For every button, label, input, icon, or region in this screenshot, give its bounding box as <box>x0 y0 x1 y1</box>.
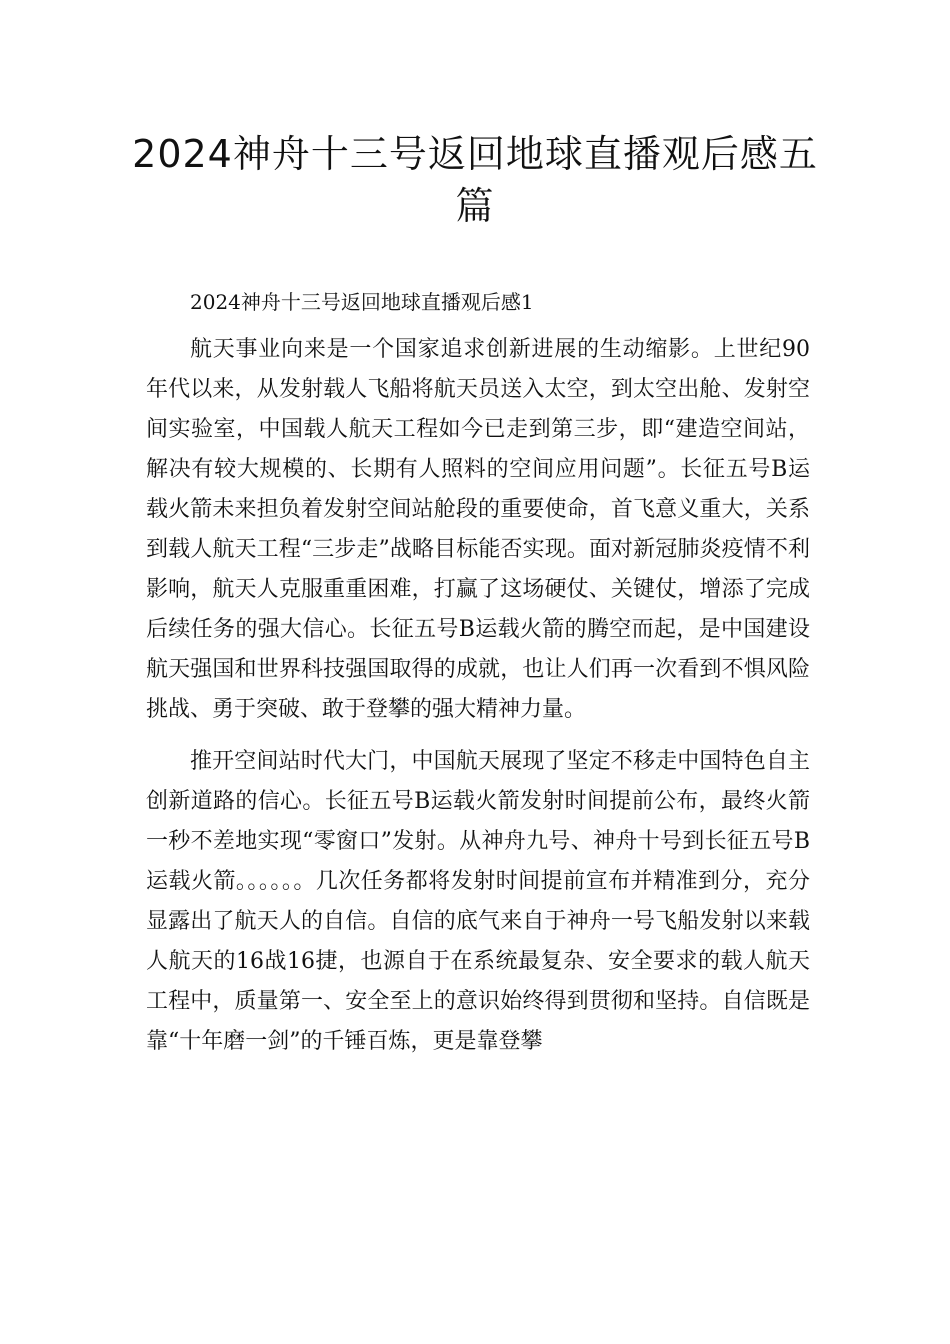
section-heading: 2024神舟十三号返回地球直播观后感1 <box>190 290 534 314</box>
document-body <box>146 282 810 1074</box>
paragraph-1: 航天事业向来是一个国家追求创新进展的生动缩影。上世纪90年代以来，从发射载人飞船将航天员送入太空，到太空出舱、发射空间实验室，中国载人航天工程如今已走到第三步，即“建造空间站，解决有较大规模的、长期有人照料的空间应用问题”。长征五号B运载火箭未来担负着发射空间站舱段的重要使命，首飞意义重大，关系到载人航天工程“三步走”战略目标能否实现。面对新冠肺炎疫情不利影响，航天人克服重重困难，打赢了这场硬仗、关键仗，增添了完成后续任务的强大信心。长征五号B运载火箭的腾空而起，是中国建设航天强国和世界科技强国取得的成就，也让人们再一次看到不惧风险挑战、勇于突破、敢于登攀的强大精神力量。 <box>146 337 810 722</box>
paragraph-2: 推开空间站时代大门，中国航天展现了坚定不移走中国特色自主创新道路的信心。长征五号B运载火箭发射时间提前公布，最终火箭一秒不差地实现“零窗口”发射。从神舟九号、神舟十号到长征五号B运载火箭。。。。。。几次任务都将发射时间提前宣布并精准到分，充分显露出了航天人的自信。自信的底气来自于神舟一号飞船发射以来载人航天的16战16捷，也源自于在系统最复杂、安全要求的载人航天工程中，质量第一、安全至上的意识始终得到贯彻和坚持。自信既是靠“十年磨一剑”的千锤百炼，更是靠登攀 <box>146 749 810 1054</box>
document-title: 2024神舟十三号返回地球直播观后感五篇 <box>132 132 818 228</box>
